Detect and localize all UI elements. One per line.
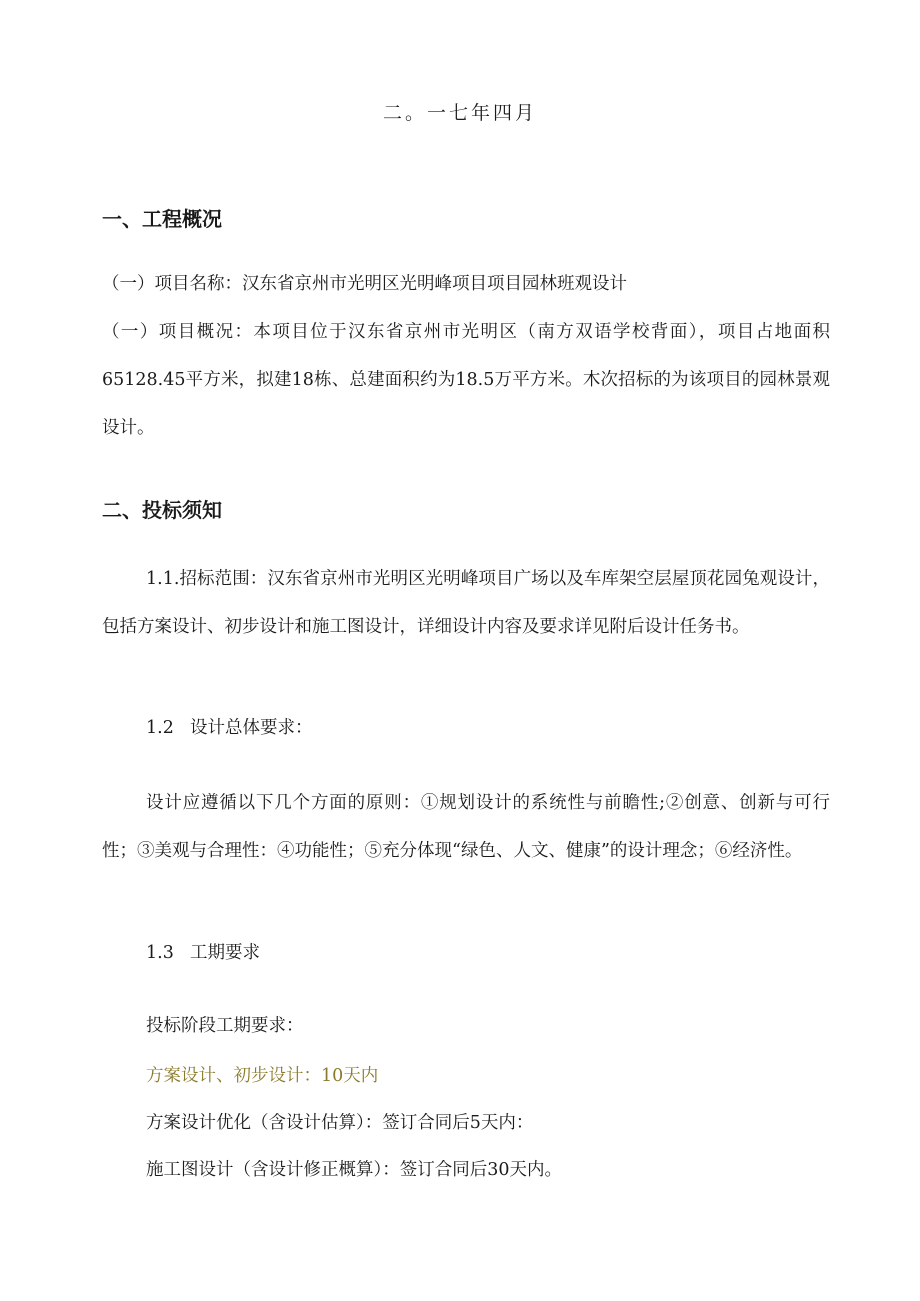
project-name-paragraph: （一）项目名称：汉东省京州市光明区光明峰项目项目园林班观设计 <box>102 274 627 294</box>
subheading-title: 工期要求 <box>190 943 260 963</box>
document-date: 二。一七年四月 <box>382 102 537 124</box>
schedule-item-highlighted: 方案设计、初步设计：10天内 <box>146 1066 379 1086</box>
project-overview-paragraph: （一）项目概况：本项目位于汉东省京州市光明区（南方双语学校背面），项目占地面积65128.45平方米，拟建18栋、总建面积约为18.5万平方米。木次招标的为该项目的园林景观设计。 <box>102 322 830 438</box>
bidding-scope-paragraph: 1.1.招标范围：汉东省京州市光明区光明峰项目广场以及车库架空层屋顶花园兔观设计，包括方案设计、初步设计和施工图设计，详细设计内容及要求详见附后设计任务书。 <box>102 569 830 637</box>
subheading-number: 1.2 <box>146 718 174 738</box>
section-heading-bidding-notice: 二、投标须知 <box>102 498 222 522</box>
subheading-number: 1.3 <box>146 943 174 963</box>
schedule-item: 投标阶段工期要求： <box>146 1016 304 1036</box>
design-requirements-subheading <box>146 704 313 752</box>
section-heading-project-overview: 一、工程概况 <box>102 207 222 231</box>
schedule-requirements-subheading <box>146 929 260 977</box>
subheading-title: 设计总体要求： <box>190 718 313 738</box>
design-principles-paragraph: 设计应遵循以下几个方面的原则：①规划设计的系统性与前瞻性;②创意、创新与可行性；③美观与合理性：④功能性；⑤充分体现“绿色、人文、健康”的设计理念；⑥经济性。 <box>102 793 830 861</box>
schedule-item: 施工图设计（含设计修正概算）：签订合同后30天内。 <box>146 1160 563 1180</box>
schedule-item: 方案设计优化（含设计估算）：签订合同后5天内： <box>146 1113 534 1133</box>
